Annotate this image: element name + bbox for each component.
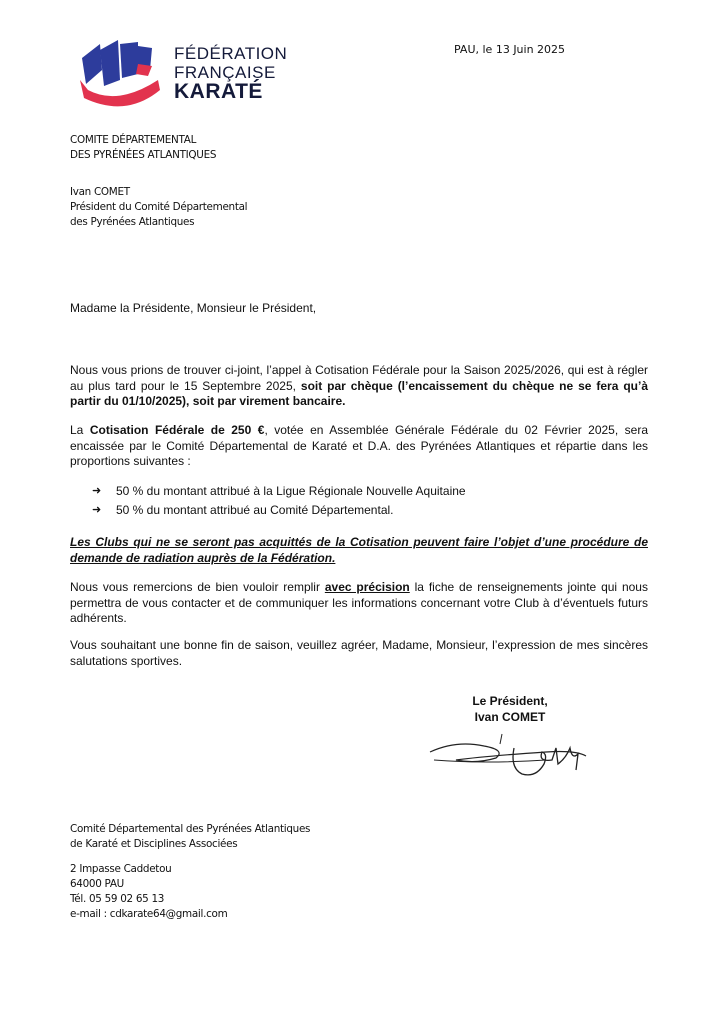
arrow-right-icon: ➜ xyxy=(92,503,102,516)
paragraph-payment xyxy=(70,363,648,410)
committee-heading xyxy=(70,133,216,163)
committee-line-2: DES PYRÉNÉES ATLANTIQUES xyxy=(70,149,217,161)
paragraph-cotisation-prefix: La xyxy=(70,423,90,437)
salutation: Madame la Présidente, Monsieur le Président, xyxy=(70,301,317,315)
sender-block xyxy=(70,185,247,230)
paragraph-payment-text: Nous vous prions de trouver ci-joint, l’appel à Cotisation Fédérale pour la Saison 2025/2026, qui est à régler au plus tard pour le 15 Septembre 2025, xyxy=(70,363,648,393)
footer-email: e-mail : cdkarate64@gmail.com xyxy=(70,908,228,920)
list-item-text-1: 50 % du montant attribué à la Ligue Régionale Nouvelle Aquitaine xyxy=(116,483,466,498)
ffk-logo-text xyxy=(174,44,287,101)
letter-date: PAU, le 13 Juin 2025 xyxy=(454,43,566,56)
distribution-list xyxy=(92,482,466,520)
sender-name: Ivan COMET xyxy=(70,186,130,198)
signature-title: Le Président, xyxy=(472,694,548,708)
sender-role-1: Président du Comité Départemental xyxy=(70,201,248,213)
footer-contact xyxy=(70,862,227,922)
warning-notice: Les Clubs qui ne se seront pas acquittés de la Cotisation peuvent faire l’objet d’une procédure de demande de radiation auprès de la Fédération. xyxy=(70,535,648,565)
paragraph-form-before: Nous vous remercions de bien vouloir remplir xyxy=(70,580,325,594)
ffk-logo-icon xyxy=(78,40,170,112)
footer-phone: Tél. 05 59 02 65 13 xyxy=(70,893,165,905)
signature-name: Ivan COMET xyxy=(474,710,546,724)
list-item-text-2: 50 % du montant attribué au Comité Départemental. xyxy=(116,502,394,517)
handwritten-signature-icon xyxy=(426,730,596,780)
footer-address-2: 64000 PAU xyxy=(70,878,124,890)
paragraph-form-after: la fiche de renseignements jointe qui nous permettra de vous contacter et de communiquer les informations concernant votre Club à d’éventuels futurs adhérents. xyxy=(70,580,648,625)
paragraph-cotisation-bold: Cotisation Fédérale de 250 € xyxy=(89,423,265,437)
logo-line-1: FÉDÉRATION xyxy=(174,44,288,63)
logo-line-3: KARATÉ xyxy=(174,80,263,103)
closing-paragraph: Vous souhaitant une bonne fin de saison, veuillez agréer, Madame, Monsieur, l’expression de mes sincères salutations sportives. xyxy=(70,638,648,668)
paragraph-form xyxy=(70,580,648,627)
sender-role-2: des Pyrénées Atlantiques xyxy=(70,216,195,228)
committee-line-1: COMITE DÉPARTEMENTAL xyxy=(70,134,197,146)
paragraph-cotisation xyxy=(70,423,648,470)
paragraph-cotisation-text: , votée en Assemblée Générale Fédérale du 02 Février 2025, sera encaissée par le Comité Départemental de Karaté et D.A. des Pyrénées Atlantiques et répartie dans les proportions suivantes : xyxy=(70,423,648,468)
paragraph-payment-bold: soit par chèque (l’encaissement du chèque ne se fera qu’à partir du 01/10/2025), soit par virement bancaire. xyxy=(70,378,648,408)
footer-address-1: 2 Impasse Caddetou xyxy=(70,863,172,875)
footer-organization xyxy=(70,822,310,852)
footer-org-line-1: Comité Départemental des Pyrénées Atlantiques xyxy=(70,823,311,835)
logo-line-2: FRANÇAISE xyxy=(174,63,276,82)
footer-org-line-2: de Karaté et Disciplines Associées xyxy=(70,838,238,850)
list-item xyxy=(92,482,466,501)
signature-block xyxy=(440,693,580,725)
arrow-right-icon: ➜ xyxy=(92,484,102,497)
paragraph-form-emphasis: avec précision xyxy=(324,580,410,594)
list-item xyxy=(92,501,466,520)
